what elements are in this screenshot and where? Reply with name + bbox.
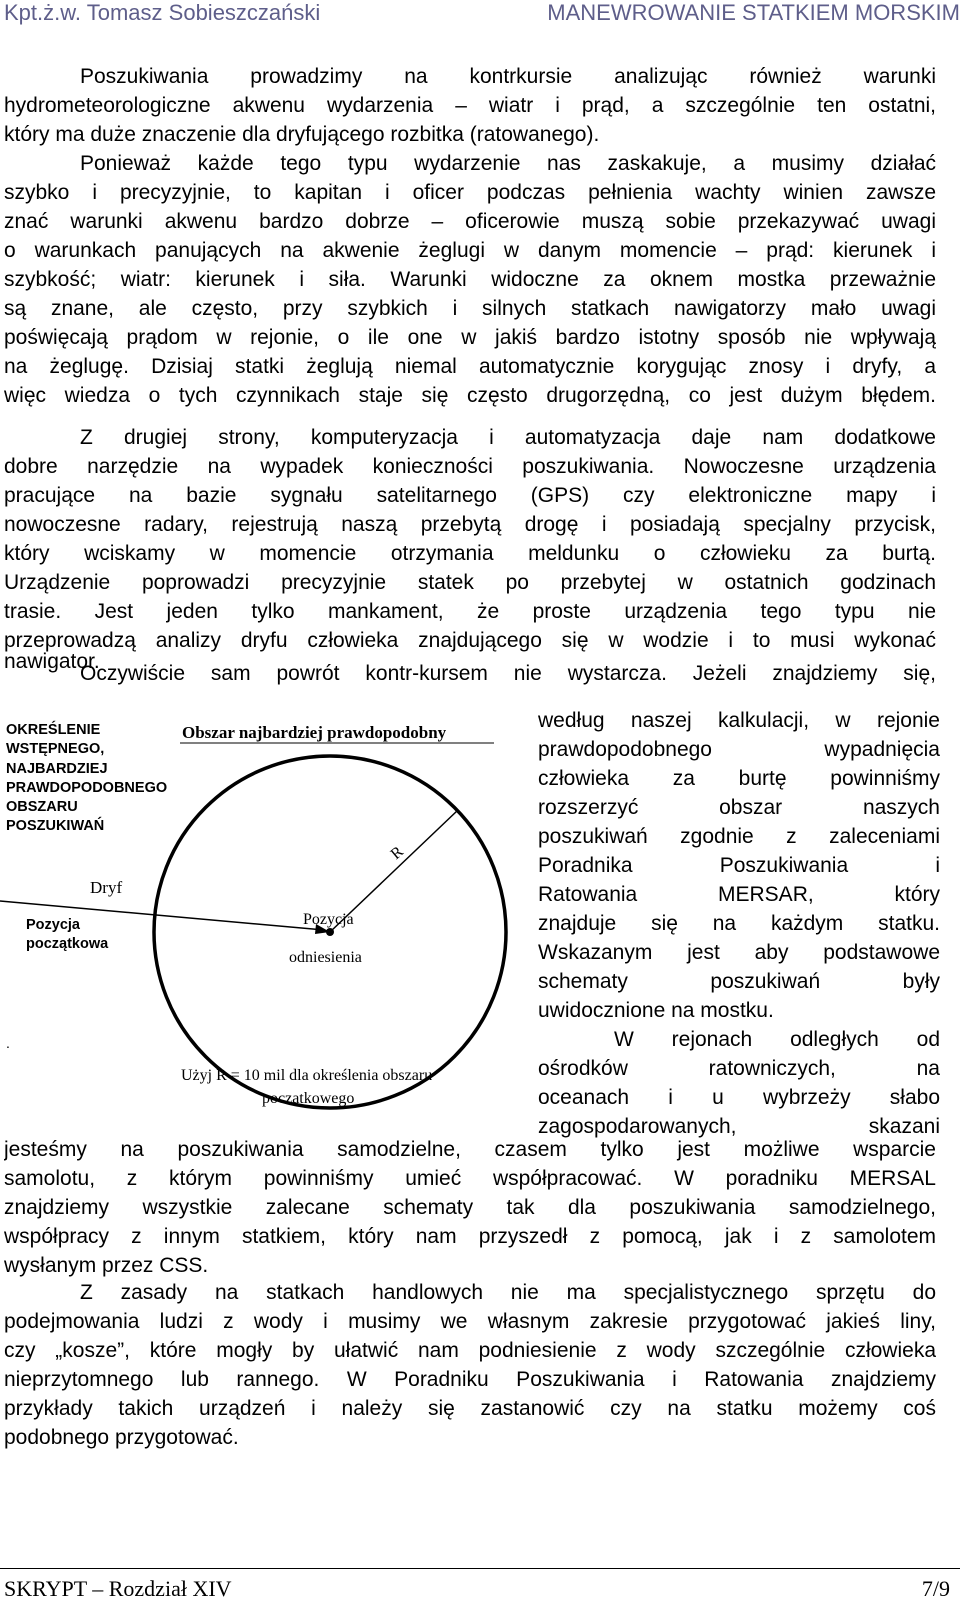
text-line: dobre narzędzie na wypadek konieczności poszukiwania. Nowoczesne urządzenia <box>4 455 936 478</box>
text-line: prawdopodobnego wypadnięcia <box>538 738 940 761</box>
text-line: przeprowadzą analizy dryfu człowieka znajdującego się w wodzie i to musi wykonać <box>4 629 936 652</box>
reference-position-dot <box>326 928 334 936</box>
reference-label-line: Pozycja <box>303 911 354 928</box>
figure-caption-line: początkowego <box>262 1090 355 1107</box>
text-line: jesteśmy na poszukiwania samodzielne, czasem tylko jest możliwe wsparcie <box>4 1138 936 1161</box>
figure-caption-line: Użyj R = 10 mil dla określenia obszaru <box>181 1067 433 1084</box>
text-line: rozszerzyć obszar naszych <box>538 796 940 819</box>
start-label-line: Pozycja <box>26 917 80 933</box>
text-line: poszukiwań zgodnie z zaleceniami <box>538 825 940 848</box>
text-line: podobnego przygotować. <box>4 1426 239 1449</box>
text-line: więc wiedza o tych czynnikach staje się często drugorzędną, co jest dużym błędem. <box>4 384 936 407</box>
text-line: nieprzytomnego lub rannego. W Poradniku Poszukiwania i Ratowania znajdziemy <box>4 1368 936 1391</box>
text-line: przykłady takich urządzeń i należy się zastanowić czy na statku możemy coś <box>4 1397 936 1420</box>
radius-label: R <box>387 843 407 864</box>
text-line: hydrometeorologiczne akwenu wydarzenia – wiatr i prąd, a szczególnie ten ostatni, <box>4 94 936 117</box>
text-line: znać warunki akwenu bardzo dobrze – oficerowie muszą sobie przekazywać uwagi <box>4 210 936 233</box>
text-line: na żeglugę. Dzisiaj statki żeglują niemal automatycznie korygując znosy i dryfy, a <box>4 355 936 378</box>
text-line: czy „kosze”, które mogły by ułatwić nam podniesienie z wody szczególnie człowieka <box>4 1339 936 1362</box>
text-line: Wskazanym jest aby podstawowe <box>538 941 940 964</box>
text-line: szybkość; wiatr: kierunek i siła. Warunki widoczne za oknem mostka przeważnie <box>4 268 936 291</box>
paragraph-1 <box>4 62 936 149</box>
text-line: wysłanym przez CSS. <box>4 1254 209 1277</box>
figure-left-label <box>6 720 167 834</box>
paragraph-4 <box>4 1135 936 1280</box>
text-line: Poradnika Poszukiwania i <box>538 854 940 877</box>
figure-left-label-line: PRAWDOPODOBNEGO <box>6 780 168 796</box>
text-line: poświęcają prądom w rejonie, o ile one w jakiś bardzo istotny sposób nie wpływają <box>4 326 936 349</box>
figure-left-label-line: WSTĘPNEGO, <box>6 741 105 757</box>
text-line: schematy poszukiwań były <box>538 970 940 993</box>
text-line: Poszukiwania prowadzimy na kontrkursie analizując również warunki <box>80 65 936 88</box>
text-line: zagospodarowanych, skazani <box>538 1115 940 1138</box>
text-line: według naszej kalkulacji, w rejonie <box>538 709 940 732</box>
text-line: ośrodków ratowniczych, na <box>538 1057 940 1080</box>
text-line: znajdziemy wszystkie zalecane schematy tak dla poszukiwania samodzielnego, <box>4 1196 936 1219</box>
text-line: który ma duże znaczenie dla dryfującego rozbitka (ratowanego). <box>4 123 600 146</box>
text-line: są znane, ale często, przy szybkich i silnych statkach nawigatorzy mało uwagi <box>4 297 936 320</box>
text-line: Ratowania MERSAR, który <box>538 883 940 906</box>
side-column-text <box>538 706 940 1141</box>
text-line: pracujące na bazie sygnału satelitarnego (GPS) czy elektroniczne mapy i <box>4 484 936 507</box>
text-line: nowoczesne radary, rejestrują naszą przebytą drogę i posiadają specjalny przycisk, <box>4 513 936 536</box>
figure-dot: . <box>6 1035 10 1051</box>
text-line: o warunkach panujących na akwenie żeglugi w danym momencie – prąd: kierunek i <box>4 239 936 262</box>
figure-left-label-line: NAJBARDZIEJ <box>6 761 108 777</box>
overlap-line <box>4 650 936 688</box>
footer-section: SKRYPT – Rozdział XIV <box>4 1576 232 1601</box>
overlap-over-text: Oczywiście sam powrót kontr-kursem nie wystarcza. Jeżeli znajdziemy się, <box>80 662 936 685</box>
reference-label-line: odniesienia <box>289 949 362 966</box>
overlap-under-text: nawigator. <box>4 650 100 673</box>
paragraph-5 <box>4 1278 936 1452</box>
search-area-figure <box>0 718 520 1133</box>
text-line: W rejonach odległych od <box>614 1028 940 1051</box>
text-line: podejmowania ludzi z wody i musimy we własnym zakresie przygotować jakieś liny, <box>4 1310 936 1333</box>
text-line: Z drugiej strony, komputeryzacja i automatyzacja daje nam dodatkowe <box>80 426 936 449</box>
page-header <box>0 0 960 30</box>
text-line: Z zasady na statkach handlowych nie ma specjalistycznego sprzętu do <box>80 1281 936 1304</box>
header-title: MANEWROWANIE STATKIEM MORSKIM <box>547 0 960 25</box>
header-author: Kpt.ż.w. Tomasz Sobieszczański <box>4 0 321 25</box>
figure-title: Obszar najbardziej prawdopodobny <box>182 723 447 742</box>
text-line: samolotu, z którym powinniśmy umieć współpracować. W poradniku MERSAL <box>4 1167 936 1190</box>
text-line: uwidocznione na mostku. <box>538 999 774 1022</box>
text-line: który wciskamy w momencie otrzymania meldunku o człowieku za burtą. <box>4 542 936 565</box>
figure-left-label-line: POSZUKIWAŃ <box>6 818 105 834</box>
footer-rule <box>0 1568 960 1569</box>
drift-label: Dryf <box>90 878 123 897</box>
text-line: szybko i precyzyjnie, to kapitan i oficer podczas pełnienia wachty winien zawsze <box>4 181 936 204</box>
text-line: trasie. Jest jeden tylko mankament, że proste urządzenia tego typu nie <box>4 600 936 623</box>
figure-left-label-line: OBSZARU <box>6 799 78 815</box>
text-line: oceanach i u wybrzeży słabo <box>538 1086 940 1109</box>
text-line: Ponieważ każde tego typu wydarzenie nas zaskakuje, a musimy działać <box>80 152 936 175</box>
text-line: współpracy z innym statkiem, który nam przyszedł z pomocą, jak i z samolotem <box>4 1225 936 1248</box>
paragraph-2 <box>4 149 936 410</box>
text-line: człowieka za burtę powinniśmy <box>538 767 940 790</box>
text-line: Urządzenie poprowadzi precyzyjnie statek po przebytej w ostatnich godzinach <box>4 571 936 594</box>
page-footer <box>0 1568 960 1608</box>
start-label-line: początkowa <box>26 936 109 952</box>
text-line: znajduje się na każdym statku. <box>538 912 940 935</box>
paragraph-3 <box>4 423 936 655</box>
page-number: 7/9 <box>921 1576 950 1601</box>
figure-left-label-line: OKREŚLENIE <box>6 722 101 738</box>
